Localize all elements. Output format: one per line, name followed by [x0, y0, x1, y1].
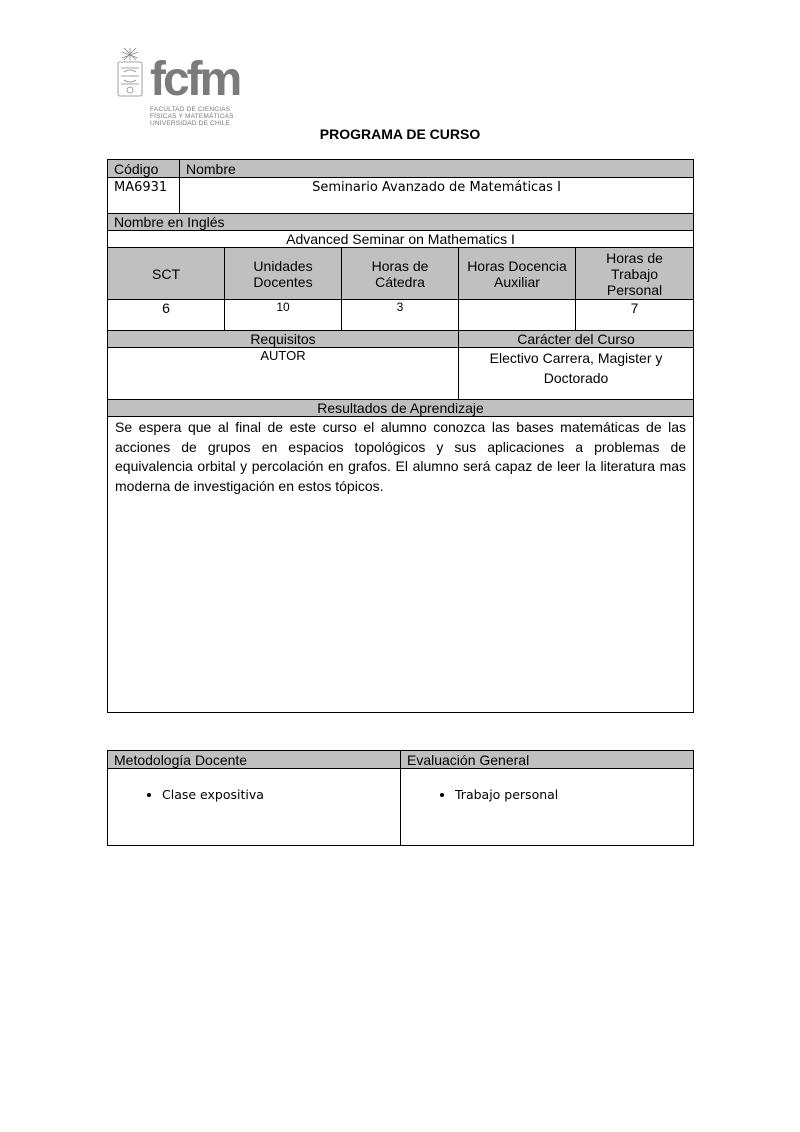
english-name-label: Nombre en Inglés: [108, 214, 694, 231]
metodologia-label: Metodología Docente: [108, 751, 401, 769]
requisitos-value: AUTOR: [108, 348, 459, 400]
course-code: MA6931: [108, 178, 180, 214]
resultados-text: Se espera que al final de este curso el alumno conozca las bases matemáticas de las acciones de grupos en espacios topológicos y sus aplicaciones a problemas de equivalencia orbital y percolación en grafos. El alumno será capaz de leer la literatura mas moderna de investigación en estos tópicos.: [108, 417, 694, 713]
value-horas-catedra: 3: [342, 300, 459, 331]
value-horas-trabajo-personal: 7: [576, 300, 694, 331]
page-title: PROGRAMA DE CURSO: [319, 126, 481, 142]
header-unidades-docentes: Unidades Docentes: [225, 248, 342, 300]
list-item: • Trabajo personal: [455, 787, 687, 802]
caracter-value: Electivo Carrera, Magister y Doctorado: [459, 348, 694, 400]
evaluacion-list: [407, 787, 687, 802]
value-sct: 6: [108, 300, 225, 331]
header-sct: SCT: [108, 248, 225, 300]
metodologia-list: [114, 787, 394, 802]
caracter-label: Carácter del Curso: [459, 331, 694, 348]
resultados-label: Resultados de Aprendizaje: [108, 400, 694, 417]
value-unidades-docentes: 10: [225, 300, 342, 331]
header-horas-docencia-auxiliar: Horas Docencia Auxiliar: [459, 248, 576, 300]
course-name: Seminario Avanzado de Matemáticas I: [180, 178, 694, 214]
evaluacion-cell: [401, 769, 694, 846]
list-item: • Clase expositiva: [162, 787, 394, 802]
university-seal-icon: [112, 46, 148, 102]
nombre-label: Nombre: [180, 160, 694, 178]
codigo-label: Código: [108, 160, 180, 178]
value-horas-docencia-auxiliar: [459, 300, 576, 331]
course-info-table: [107, 159, 694, 713]
methodology-evaluation-table: [107, 750, 694, 846]
header-horas-trabajo-personal: Horas de Trabajo Personal: [576, 248, 694, 300]
fcfm-wordmark: fcfm: [150, 53, 240, 106]
english-name: Advanced Seminar on Mathematics I: [108, 231, 694, 248]
evaluacion-label: Evaluación General: [401, 751, 694, 769]
logo-subtitle: FACULTAD DE CIENCIAS FÍSICAS Y MATEMÁTICAS UNIVERSIDAD DE CHILE: [150, 106, 234, 127]
fcfm-logo: [112, 46, 242, 130]
header-horas-catedra: Horas de Cátedra: [342, 248, 459, 300]
metodologia-cell: [108, 769, 401, 846]
requisitos-label: Requisitos: [108, 331, 459, 348]
